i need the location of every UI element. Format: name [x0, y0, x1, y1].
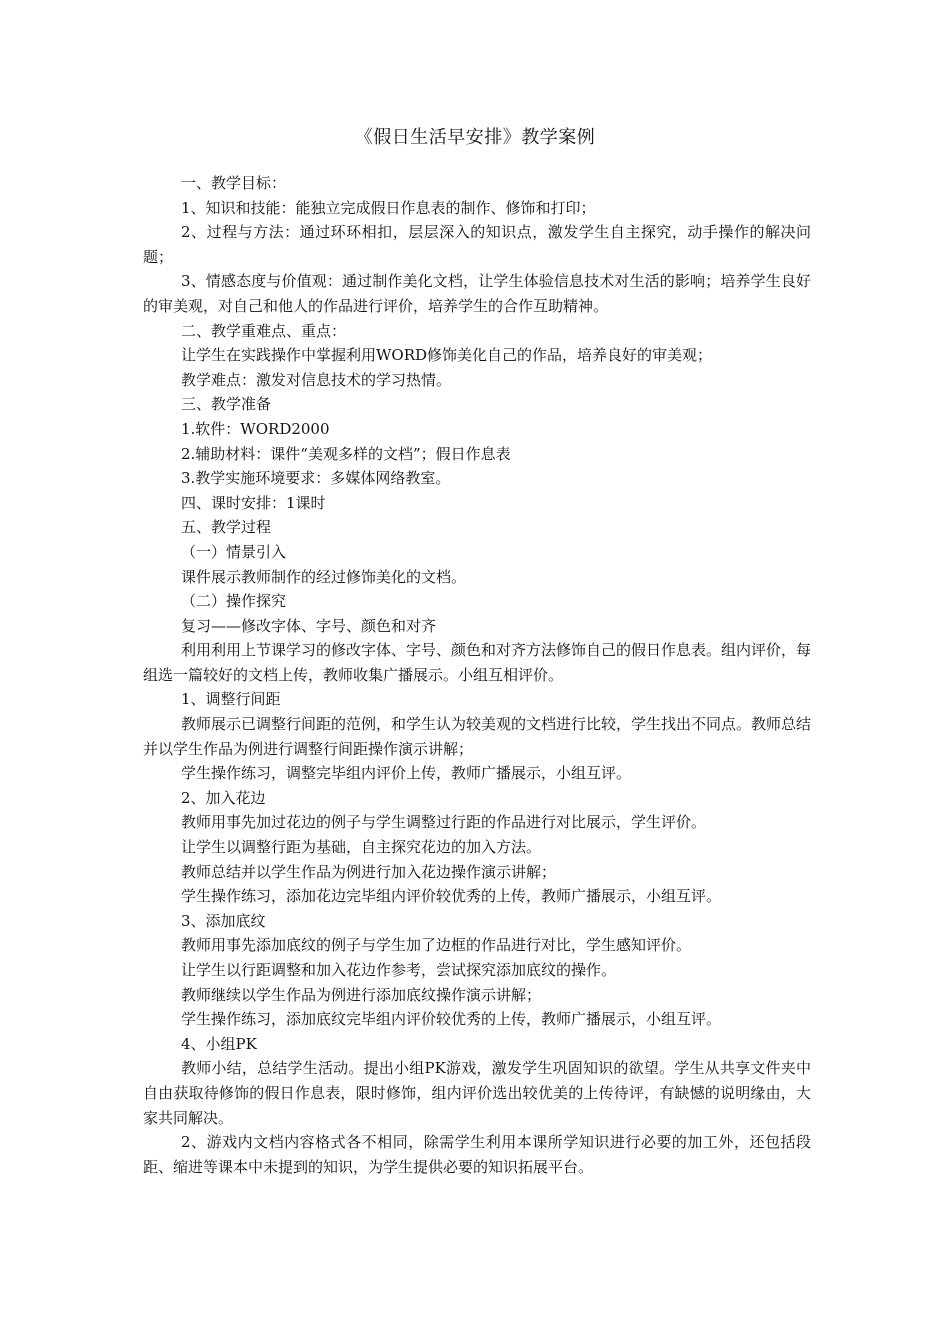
paragraph: 3、情感态度与价值观：通过制作美化文档，让学生体验信息技术对生活的影响；培养学生良好的审美观，对自己和他人的作品进行评价，培养学生的合作互助精神。: [143, 272, 811, 315]
paragraph-heading-key-points: 二、教学重难点、重点：: [181, 321, 347, 340]
paragraph-subheading: （一）情景引入: [181, 542, 287, 561]
paragraph-subheading: （二）操作探究: [181, 592, 287, 611]
paragraph: 教师继续以学生作品为例进行添加底纹操作演示讲解；: [181, 985, 542, 1004]
paragraph-heading-process: 五、教学过程: [181, 518, 272, 537]
document-title: 《假日生活早安排》教学案例: [354, 127, 596, 148]
paragraph: 让学生以行距调整和加入花边作参考，尝试探究添加底纹的操作。: [181, 961, 617, 979]
paragraph: 1.软件：WORD2000: [181, 419, 330, 438]
paragraph-step-heading: 2、加入花边: [181, 788, 266, 807]
paragraph: 2.辅助材料：课件“美观多样的文档”；假日作息表: [181, 444, 511, 463]
paragraph: 学生操作练习，调整完毕组内评价上传，教师广播展示，小组互评。: [181, 764, 632, 783]
paragraph-heading-schedule: 四、课时安排：1课时: [181, 493, 326, 512]
paragraph: 利用利用上节课学习的修改字体、字号、颜色和对齐方法修饰自己的假日作息表。组内评价，每组选一篇较好的文档上传，教师收集广播展示。小组互相评价。: [143, 641, 812, 684]
paragraph: 学生操作练习，添加花边完毕组内评价较优秀的上传，教师广播展示，小组互评。: [181, 887, 722, 906]
paragraph: 2、过程与方法：通过环环相扣，层层深入的知识点，激发学生自主探究，动手操作的解决问题；: [143, 223, 811, 266]
paragraph: 教学难点：激发对信息技术的学习热情。: [181, 370, 452, 389]
paragraph: 3.教学实施环境要求：多媒体网络教室。: [181, 469, 451, 488]
paragraph-step-heading: 1、调整行间距: [181, 690, 281, 709]
paragraph: 教师小结，总结学生活动。提出小组PK游戏，激发学生巩固知识的欲望。学生从共享文件夹中自由获取待修饰的假日作息表，限时修饰，组内评价选出较优美的上传待评，有缺憾的说明缘由，大家共同解决。: [143, 1059, 811, 1127]
paragraph-step-heading: 4、小组PK: [181, 1034, 257, 1053]
paragraph: 学生操作练习，添加底纹完毕组内评价较优秀的上传，教师广播展示，小组互评。: [181, 1010, 722, 1029]
paragraph: 教师总结并以学生作品为例进行加入花边操作演示讲解；: [181, 862, 557, 881]
paragraph: 教师用事先加过花边的例子与学生调整过行距的作品进行对比展示，学生评价。: [181, 813, 707, 832]
paragraph-heading-preparation: 三、教学准备: [181, 395, 272, 414]
paragraph: 让学生以调整行距为基础，自主探究花边的加入方法。: [181, 838, 542, 857]
paragraph: 复习——修改字体、字号、颜色和对齐: [181, 616, 437, 635]
paragraph: 2、游戏内文档内容格式各不相同，除需学生利用本课所学知识进行必要的加工外，还包括段距、缩进等课本中未提到的知识，为学生提供必要的知识拓展平台。: [143, 1133, 811, 1176]
paragraph: 教师展示已调整行间距的范例，和学生认为较美观的文档进行比较，学生找出不同点。教师总结并以学生作品为例进行调整行间距操作演示讲解；: [143, 715, 812, 758]
paragraph: 1、知识和技能：能独立完成假日作息表的制作、修饰和打印；: [181, 198, 596, 217]
paragraph: 课件展示教师制作的经过修饰美化的文档。: [181, 567, 467, 586]
paragraph: 让学生在实践操作中掌握利用WORD修饰美化自己的作品，培养良好的审美观；: [181, 346, 713, 365]
paragraph-heading-goals: 一、教学目标：: [181, 174, 287, 192]
paragraph: 教师用事先添加底纹的例子与学生加了边框的作品进行对比，学生感知评价。: [181, 936, 692, 955]
paragraph-step-heading: 3、添加底纹: [181, 911, 266, 930]
document-body: [143, 171, 811, 1179]
